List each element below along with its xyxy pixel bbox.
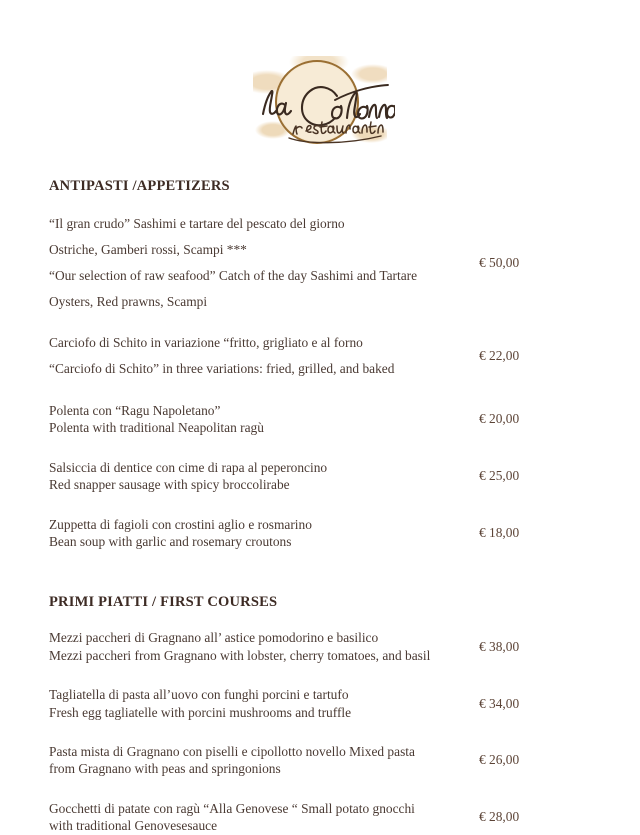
menu-item bbox=[49, 516, 594, 551]
menu-item-line: “Carciofo di Schito” in three variations: fried, grilled, and baked bbox=[49, 360, 395, 376]
menu-item-price: € 25,00 bbox=[479, 468, 520, 484]
menu-item-line: Red snapper sausage with spicy broccolirabe bbox=[49, 477, 290, 493]
menu-item-line: Carciofo di Schito in variazione “fritto, grigliato e al forno bbox=[49, 334, 363, 350]
section-title-antipasti: ANTIPASTI /APPETIZERS bbox=[49, 178, 230, 194]
menu-item-line: Gocchetti di patate con ragù “Alla Genovese “ Small potato gnocchi bbox=[49, 800, 415, 816]
menu-item-line: Bean soup with garlic and rosemary croutons bbox=[49, 533, 292, 549]
menu-item bbox=[49, 459, 594, 494]
menu-item bbox=[49, 743, 594, 778]
menu-item-price: € 20,00 bbox=[479, 411, 520, 427]
menu-item bbox=[49, 402, 594, 437]
menu-item-line: “Il gran crudo” Sashimi e tartare del pescato del giorno bbox=[49, 216, 345, 231]
menu-item bbox=[49, 330, 594, 382]
menu-item-description bbox=[49, 516, 469, 551]
menu-item-price: € 28,00 bbox=[479, 809, 520, 825]
menu-item-line: Polenta with traditional Neapolitan ragù bbox=[49, 420, 264, 436]
menu-item-price: € 22,00 bbox=[479, 347, 520, 363]
restaurant-logo bbox=[0, 52, 640, 157]
menu-item bbox=[49, 629, 594, 664]
menu-item-description bbox=[49, 800, 469, 835]
logo-wrap bbox=[245, 52, 395, 157]
menu-item-description bbox=[49, 330, 469, 382]
menu-item bbox=[49, 800, 594, 835]
menu-item-description bbox=[49, 459, 469, 494]
menu-section-antipasti bbox=[49, 178, 594, 550]
menu-item-description bbox=[49, 211, 469, 316]
menu-item bbox=[49, 686, 594, 721]
menu-section-primi-piatti bbox=[49, 594, 594, 834]
menu-item-line: Tagliatella di pasta all’uovo con funghi porcini e tartufo bbox=[49, 687, 349, 703]
menu-item-line: Fresh egg tagliatelle with porcini mushrooms and truffle bbox=[49, 704, 352, 720]
menu-body bbox=[49, 178, 594, 835]
menu-item bbox=[49, 211, 594, 316]
menu-item-price: € 26,00 bbox=[479, 752, 520, 768]
menu-item-line: Polenta con “Ragu Napoletano” bbox=[49, 402, 221, 418]
menu-item-description bbox=[49, 629, 469, 664]
menu-item-price: € 18,00 bbox=[479, 524, 520, 540]
menu-item-line: with traditional Genovesesauce bbox=[49, 818, 218, 834]
menu-item-description bbox=[49, 402, 469, 437]
menu-item-price: € 50,00 bbox=[479, 255, 520, 271]
menu-item-line: “Our selection of raw seafood” Catch of the day Sashimi and Tartare bbox=[49, 268, 418, 284]
logo-script-text-icon bbox=[245, 52, 395, 157]
menu-item-price: € 38,00 bbox=[479, 638, 520, 654]
menu-item-line: Mezzi paccheri di Gragnano all’ astice pomodorino e basilico bbox=[49, 630, 379, 646]
menu-item-line: Salsiccia di dentice con cime di rapa al peperoncino bbox=[49, 459, 328, 475]
section-title-primi-piatti: PRIMI PIATTI / FIRST COURSES bbox=[49, 594, 278, 611]
menu-item-line: Zuppetta di fagioli con crostini aglio e rosmarino bbox=[49, 516, 312, 532]
menu-item-price: € 34,00 bbox=[479, 695, 520, 711]
menu-item-description bbox=[49, 686, 469, 721]
menu-item-line: Ostriche, Gamberi rossi, Scampi *** bbox=[49, 242, 247, 258]
menu-item-line: Mezzi paccheri from Gragnano with lobster, cherry tomatoes, and basil bbox=[49, 647, 431, 663]
menu-item-line: from Gragnano with peas and springonions bbox=[49, 761, 281, 777]
menu-item-description bbox=[49, 743, 469, 778]
menu-item-line: Pasta mista di Gragnano con piselli e cipollotto novello Mixed pasta bbox=[49, 744, 415, 760]
menu-item-line: Oysters, Red prawns, Scampi bbox=[49, 294, 208, 310]
